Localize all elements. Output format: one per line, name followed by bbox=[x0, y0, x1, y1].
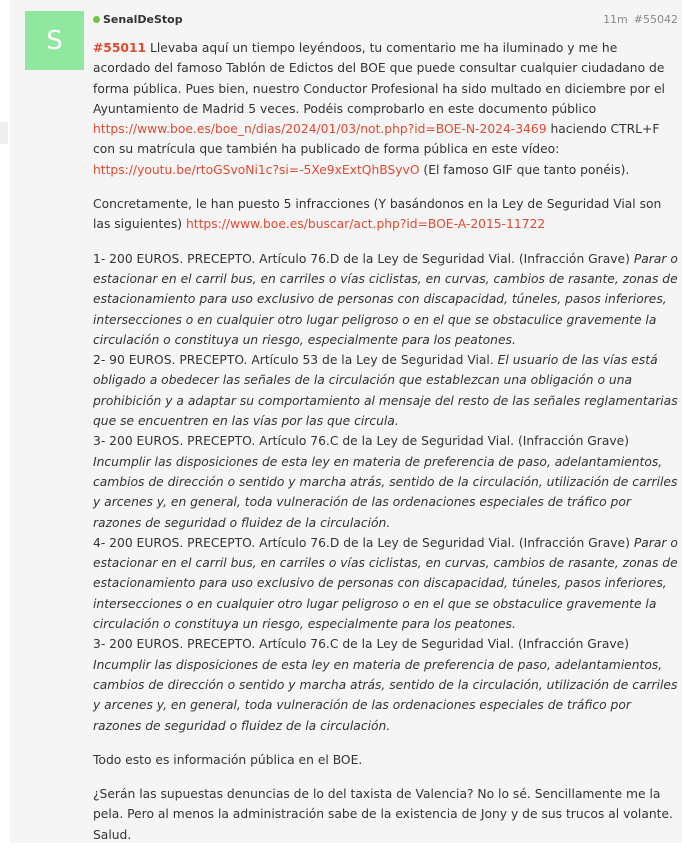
infraction-desc: Parar o estacionar en el carril bus, en carriles o vías ciclistas, en curvas, cambios de rasante, zonas de estacionamiento para uso exclusivo de personas con discapacidad, túneles, pasos inferiores, intersecciones o en cualquier otro lugar peligroso o en el que se obstaculice gravemente la circulación o constituya un riesgo, especialmente para los peatones. bbox=[93, 535, 678, 632]
intro-text-c: (El famoso GIF que tanto ponéis). bbox=[419, 162, 630, 177]
infraction-head: 4- 200 EUROS. PRECEPTO. Artículo 76.D de la Ley de Seguridad Vial. (Infracción Grave) bbox=[93, 535, 634, 550]
infraction-desc: El usuario de las vías está obligado a obedecer las señales de la circulación que establezcan una obligación o una prohibición y a adaptar su comportamiento al mensaje del resto de las señales reglamentarias que se encuentren en las vías por las que circula. bbox=[93, 353, 678, 429]
comment-header bbox=[93, 12, 678, 28]
infraction-desc: Incumplir las disposiciones de esta ley en materia de preferencia de paso, adelantamientos, cambios de dirección o sentido y marcha atrás, sentido de la circulación, utilización de carriles y arcenes y, en general, toda vulneración de las ordenaciones especiales de tráfico por razones de seguridad o fluidez de la circulación. bbox=[93, 454, 678, 530]
paragraph-closing: ¿Serán las supuestas denuncias de lo del taxista de Valencia? No lo sé. Sencillamente me la pela. Pero al menos la administración sabe de la existencia de Jony y de sus trucos al volante. Salud. bbox=[93, 787, 673, 842]
summary-text: Concretamente, le han puesto 5 infracciones (Y basándonos en la Ley de Seguridad Vial son las siguientes) bbox=[93, 197, 662, 232]
comment-time[interactable]: 11m bbox=[603, 13, 628, 26]
infraction-head: 1- 200 EUROS. PRECEPTO. Artículo 76.D de la Ley de Seguridad Vial. (Infracción Grave) bbox=[93, 251, 634, 266]
youtube-video-link[interactable]: https://youtu.be/rtoGSvoNi1c?si=-5Xe9xExtQhBSyvO bbox=[93, 162, 420, 177]
left-gutter bbox=[0, 0, 8, 843]
username-link[interactable]: SenalDeStop bbox=[103, 13, 183, 26]
avatar-letter: S bbox=[46, 25, 63, 56]
infractions-list bbox=[93, 249, 678, 736]
infraction-desc: Incumplir las disposiciones de esta ley en materia de preferencia de paso, adelantamientos, cambios de dirección o sentido y marcha atrás, sentido de la circulación, utilización de carriles y arcenes y, en general, toda vulneración de las ordenaciones especiales de tráfico por razones de seguridad o fluidez de la circulación. bbox=[93, 657, 678, 733]
online-status-icon bbox=[93, 16, 100, 23]
comment-body bbox=[93, 38, 678, 859]
comment-number[interactable]: #55042 bbox=[633, 13, 678, 26]
paragraph-intro bbox=[93, 38, 678, 180]
infraction-desc: Parar o estacionar en el carril bus, en carriles o vías ciclistas, en curvas, cambios de rasante, zonas de estacionamiento para uso exclusivo de personas con discapacidad, túneles, pasos inferiores, intersecciones o en cualquier otro lugar peligroso o en el que se obstaculice gravemente la circulación o constituya un riesgo, especialmente para los peatones. bbox=[93, 251, 678, 347]
boe-notice-link[interactable]: https://www.boe.es/boe_n/dias/2024/01/03/not.php?id=BOE-N-2024-3469 bbox=[93, 122, 547, 137]
traffic-law-link[interactable]: https://www.boe.es/buscar/act.php?id=BOE-A-2015-11722 bbox=[185, 217, 546, 232]
intro-text-a: Llevaba aquí un tiempo leyéndoos, tu comentario me ha iluminado y me he acordado del famoso Tablón de Edictos del BOE que puede consultar cualquier ciudadano de forma pública. Pues bien, nuestro Conductor Profesional ha sido multado en diciembre por el Ayuntamiento de Madrid 5 veces. Podéis comprobarlo en este documento público bbox=[93, 41, 665, 116]
comment-card bbox=[10, 0, 682, 843]
paragraph-summary bbox=[93, 194, 678, 235]
comment-meta bbox=[603, 12, 678, 28]
infraction-head: 3- 200 EUROS. PRECEPTO. Artículo 76.C de la Ley de Seguridad Vial. (Infracción Grave) bbox=[93, 434, 630, 449]
avatar[interactable] bbox=[25, 11, 84, 70]
paragraph-public-info: Todo esto es información pública en el BOE. bbox=[93, 752, 363, 767]
intro-text-b: haciendo CTRL+F con su matrícula que también ha publicado de forma pública en este vídeo: bbox=[93, 122, 660, 157]
infraction-head: 3- 200 EUROS. PRECEPTO. Artículo 76.C de la Ley de Seguridad Vial. (Infracción Grave) bbox=[93, 637, 630, 652]
reply-reference-link[interactable]: #55011 bbox=[93, 41, 147, 55]
gutter-band bbox=[0, 122, 8, 144]
infraction-head: 2- 90 EUROS. PRECEPTO. Artículo 53 de la Ley de Seguridad Vial. bbox=[93, 353, 498, 368]
